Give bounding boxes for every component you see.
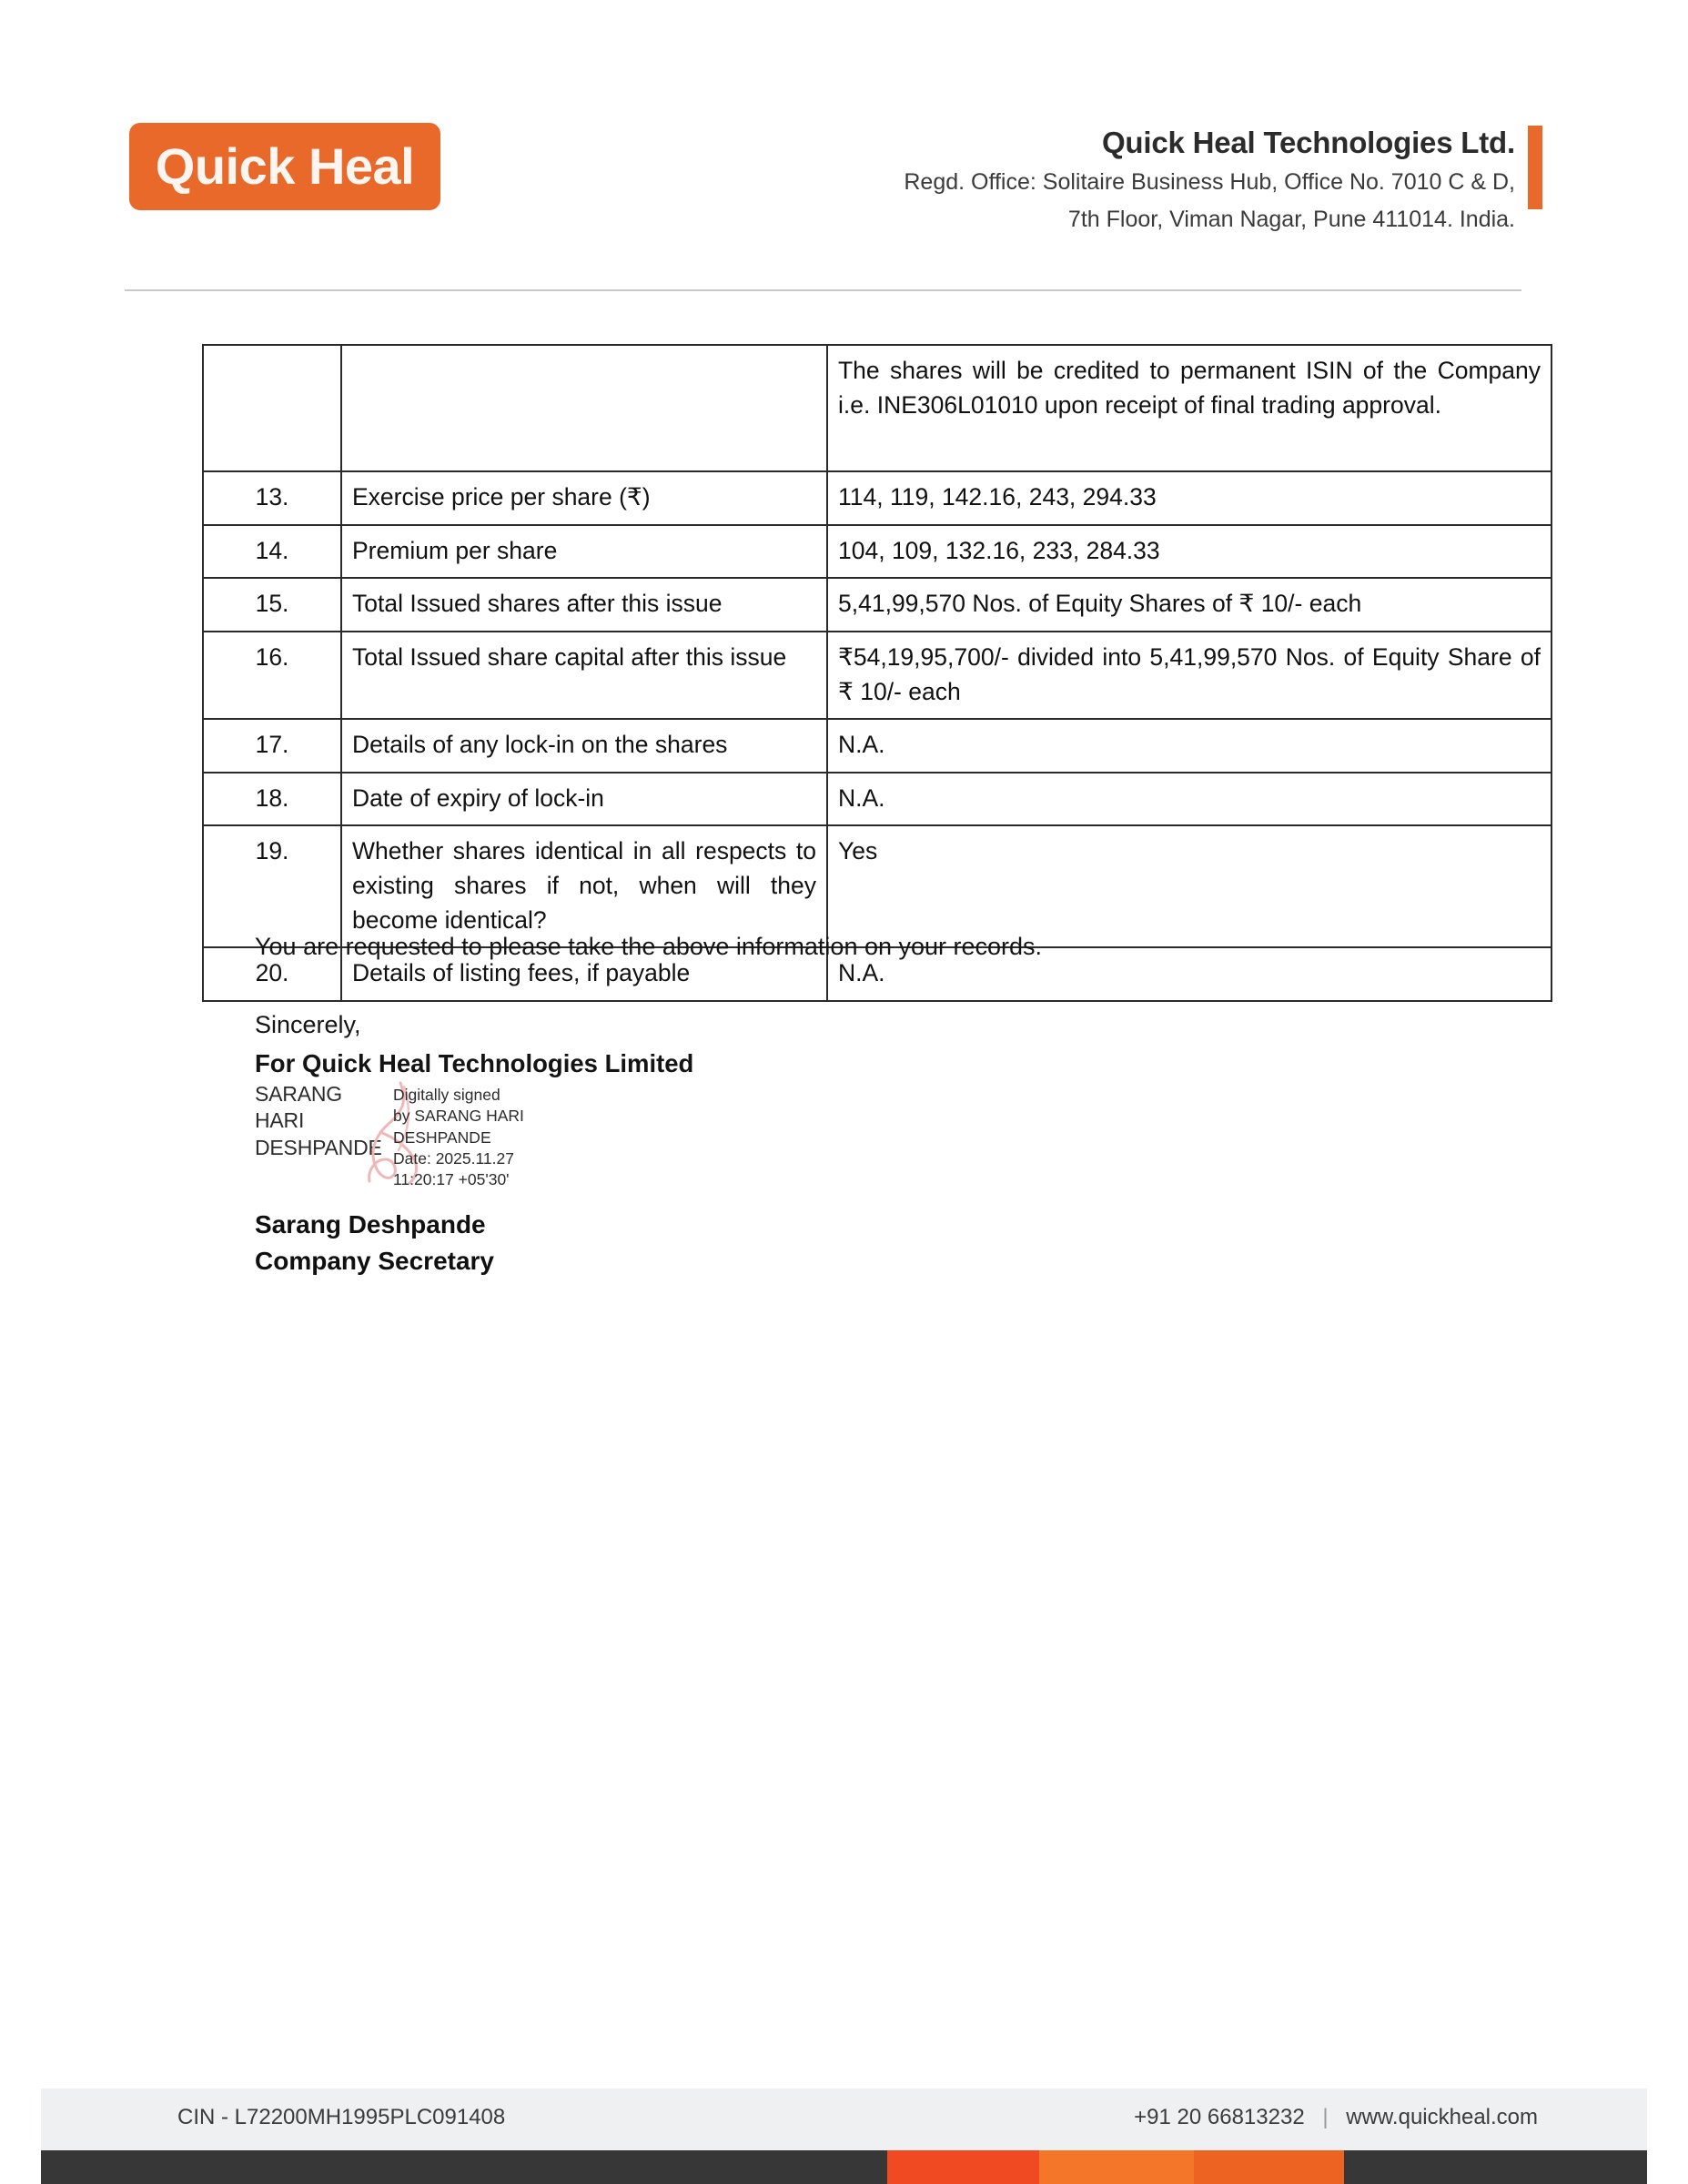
row-number-cell <box>203 345 341 471</box>
header-divider-line <box>125 289 1521 291</box>
company-address-line-1: Regd. Office: Solitaire Business Hub, Office No. 7010 C & D, <box>904 169 1515 196</box>
signature-date-line: Date: 2025.11.27 <box>393 1148 514 1168</box>
footer-bottom-bar <box>41 2150 1647 2184</box>
row-value-cell: Yes <box>827 825 1552 947</box>
footer-phone: +91 20 66813232 <box>1134 2105 1305 2129</box>
row-number-cell: 19. <box>203 825 341 947</box>
footer-website-link[interactable]: www.quickheal.com <box>1346 2105 1538 2129</box>
header-accent-bar-top-segment <box>1528 126 1542 149</box>
row-label-cell: Whether shares identical in all respects to existing shares if not, when will they become identical? <box>341 825 827 947</box>
table-row <box>203 773 1552 826</box>
for-company-text: For Quick Heal Technologies Limited <box>255 1049 694 1077</box>
row-label-cell: Total Issued shares after this issue <box>341 578 827 632</box>
footer-bar-segment-3 <box>1194 2150 1344 2184</box>
row-value-cell: N.A. <box>827 773 1552 826</box>
row-value-cell: N.A. <box>827 719 1552 773</box>
table-row <box>203 471 1552 525</box>
row-number-cell: 17. <box>203 719 341 773</box>
signature-detail-line-2: by SARANG HARI <box>393 1107 524 1126</box>
footer-bar-segment-1 <box>887 2150 1039 2184</box>
signature-name-text: SARANG HARI DESHPANDE <box>255 1082 382 1159</box>
row-number-cell: 16. <box>203 632 341 719</box>
footer-cin: CIN - L72200MH1995PLC091408 <box>177 2105 506 2129</box>
table-body <box>203 345 1552 1001</box>
signature-details-text <box>393 1085 566 1190</box>
header-accent-bar <box>1528 126 1542 209</box>
table-row <box>203 632 1552 719</box>
row-label-cell: Details of any lock-in on the shares <box>341 719 827 773</box>
signature-detail-line-3: DESHPANDE <box>393 1127 491 1147</box>
row-label-cell: Premium per share <box>341 525 827 579</box>
signatory-role: Company Secretary <box>255 1247 495 1275</box>
row-value-cell: 104, 109, 132.16, 233, 284.33 <box>827 525 1552 579</box>
company-identity-block <box>696 124 1515 236</box>
row-label-cell: Details of listing fees, if payable <box>341 947 827 1001</box>
page-header <box>0 0 1688 291</box>
row-number-cell: 18. <box>203 773 341 826</box>
row-number-cell: 14. <box>203 525 341 579</box>
row-value-cell: The shares will be credited to permanent ISIN of the Company i.e. INE306L01010 upon receipt of final trading approval. <box>827 345 1552 471</box>
row-value-cell: 5,41,99,570 Nos. of Equity Shares of ₹ 10/- each <box>827 578 1552 632</box>
share-details-table <box>202 344 1552 1002</box>
row-number-cell: 15. <box>203 578 341 632</box>
company-address-line-2: 7th Floor, Viman Nagar, Pune 411014. India. <box>1067 206 1515 232</box>
table-row <box>203 719 1552 773</box>
row-label-cell: Date of expiry of lock-in <box>341 773 827 826</box>
records-note: You are requested to please take the above information on your records. <box>255 933 1043 960</box>
row-value-cell: N.A. <box>827 947 1552 1001</box>
row-value-cell: 114, 119, 142.16, 243, 294.33 <box>827 471 1552 525</box>
signatory-name: Sarang Deshpande <box>255 1210 486 1239</box>
row-label-cell: Total Issued share capital after this issue <box>341 632 827 719</box>
row-label-cell <box>341 345 827 471</box>
row-label-cell: Exercise price per share (₹) <box>341 471 827 525</box>
sincerely-text: Sincerely, <box>255 1011 361 1038</box>
footer-separator: | <box>1322 2105 1329 2129</box>
signature-time-line: 11:20:17 +05'30' <box>393 1170 510 1189</box>
row-number-cell: 13. <box>203 471 341 525</box>
company-name: Quick Heal Technologies Ltd. <box>1101 126 1515 159</box>
footer-bar-segment-2 <box>1039 2150 1194 2184</box>
logo-text: Quick Heal <box>155 137 415 195</box>
row-value-cell: ₹54,19,95,700/- divided into 5,41,99,570 Nos. of Equity Share of ₹ 10/- each <box>827 632 1552 719</box>
row-number-cell: 20. <box>203 947 341 1001</box>
digital-signature-stamp <box>255 1081 564 1199</box>
signature-detail-line-1: Digitally signed <box>393 1086 500 1104</box>
table-row <box>203 525 1552 579</box>
quick-heal-logo <box>129 123 440 210</box>
table-row <box>203 578 1552 632</box>
table-row <box>203 345 1552 471</box>
footer-contact <box>1134 2105 1538 2130</box>
